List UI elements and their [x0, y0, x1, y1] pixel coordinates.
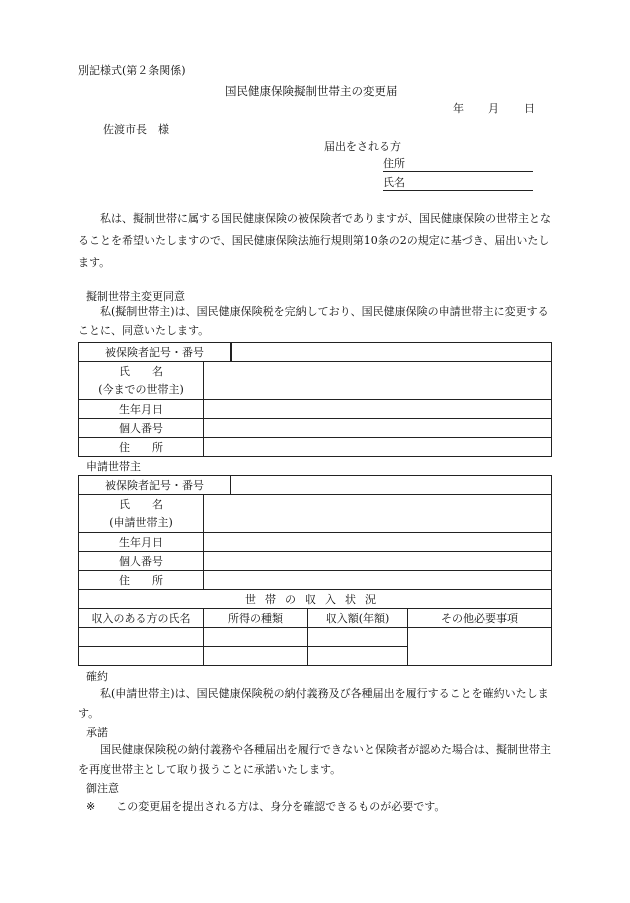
income-row-2-amount[interactable]: [308, 647, 408, 666]
previous-name-sublabel: (今までの世帯主): [98, 383, 184, 396]
previous-name-input[interactable]: [204, 362, 552, 400]
income-row-1-name[interactable]: [79, 628, 204, 647]
income-row-1-amount[interactable]: [308, 628, 408, 647]
pledge-heading: 確約: [86, 670, 108, 683]
applicant-personal-number-label: 個人番号: [79, 552, 204, 571]
applicant-address-input[interactable]: [204, 571, 552, 590]
date-month-label: 月: [488, 102, 499, 115]
income-col-other: その他必要事項: [408, 609, 552, 628]
declaration-text: 私は、擬制世帯に属する国民健康保険の被保険者でありますが、国民健康保険の世帯主となることを希望いたしますので、国民健康保険法施行規則第10条の2の規定に基づき、届出いたします。: [78, 212, 551, 269]
applicant-insured-number-label: 被保険者記号・番号: [79, 476, 231, 495]
date-day-label: 日: [524, 102, 535, 115]
previous-personal-number-label: 個人番号: [79, 419, 204, 438]
income-other-input[interactable]: [408, 628, 552, 666]
previous-address-label: 住 所: [79, 438, 204, 457]
previous-personal-number-input[interactable]: [204, 419, 552, 438]
notice-line: [86, 800, 445, 814]
income-col-type: 所得の種類: [204, 609, 308, 628]
previous-birth-input[interactable]: [204, 400, 552, 419]
applicant-name-input[interactable]: [204, 495, 552, 533]
applicant-address-label: 住 所: [79, 571, 204, 590]
applicant-name-label: 氏名: [383, 176, 405, 189]
notice-heading: 御注意: [86, 782, 119, 795]
form-reference: 別記様式(第２条関係): [78, 64, 186, 77]
applicant-name-head-label: 氏 名: [119, 498, 163, 511]
income-col-name: 収入のある方の氏名: [79, 609, 204, 628]
previous-head-table: [78, 342, 552, 457]
applicant-address-field[interactable]: [383, 157, 533, 172]
applicant-address-label: 住所: [383, 157, 405, 170]
applicant-name-sublabel: (申請世帯主): [109, 516, 173, 529]
income-row-2-type[interactable]: [204, 647, 308, 666]
income-row-1-type[interactable]: [204, 628, 308, 647]
document-title: 国民健康保険擬制世帯主の変更届: [225, 84, 398, 98]
applicant-head-label: 申請世帯主: [86, 460, 141, 473]
pledge-text: 私(申請世帯主)は、国民健康保険税の納付義務及び各種届出を履行することを確約いたします。: [78, 687, 549, 720]
applicant-personal-number-input[interactable]: [204, 552, 552, 571]
income-col-amount: 収入額(年額): [308, 609, 408, 628]
consent-text: 私(擬制世帯主)は、国民健康保険税を完納しており、国民健康保険の申請世帯主に変更することに、同意いたします。: [78, 305, 549, 337]
notice-text: この変更届を提出される方は、身分を確認できるものが必要です。: [116, 800, 446, 813]
date-year-label: 年: [453, 102, 464, 115]
applicant-birth-label: 生年月日: [79, 533, 204, 552]
notice-mark-icon: ※: [86, 800, 96, 813]
previous-address-input[interactable]: [204, 438, 552, 457]
previous-birth-label: 生年月日: [79, 400, 204, 419]
approval-text: 国民健康保険税の納付義務や各種届出を履行できないと保険者が認めた場合は、擬制世帯主を再度世帯主として取り扱うことに承諾いたします。: [78, 743, 551, 776]
consent-heading: 擬制世帯主変更同意: [86, 290, 185, 303]
addressee: 佐渡市長 様: [103, 123, 169, 136]
previous-name-label-cell: [79, 362, 204, 400]
income-status-title: 世帯の収入状況: [79, 590, 552, 609]
previous-name-label: 氏 名: [119, 365, 163, 378]
applicant-heading: 届出をされる方: [324, 140, 401, 153]
applicant-name-field[interactable]: [383, 176, 533, 191]
income-row-2-name[interactable]: [79, 647, 204, 666]
applicant-name-label-cell: [79, 495, 204, 533]
previous-insured-number-input[interactable]: [231, 343, 552, 362]
approval-heading: 承諾: [86, 726, 108, 739]
applicant-insured-number-input[interactable]: [231, 476, 552, 495]
previous-insured-number-label: 被保険者記号・番号: [79, 343, 231, 362]
applicant-birth-input[interactable]: [204, 533, 552, 552]
applicant-head-table: [78, 475, 552, 666]
